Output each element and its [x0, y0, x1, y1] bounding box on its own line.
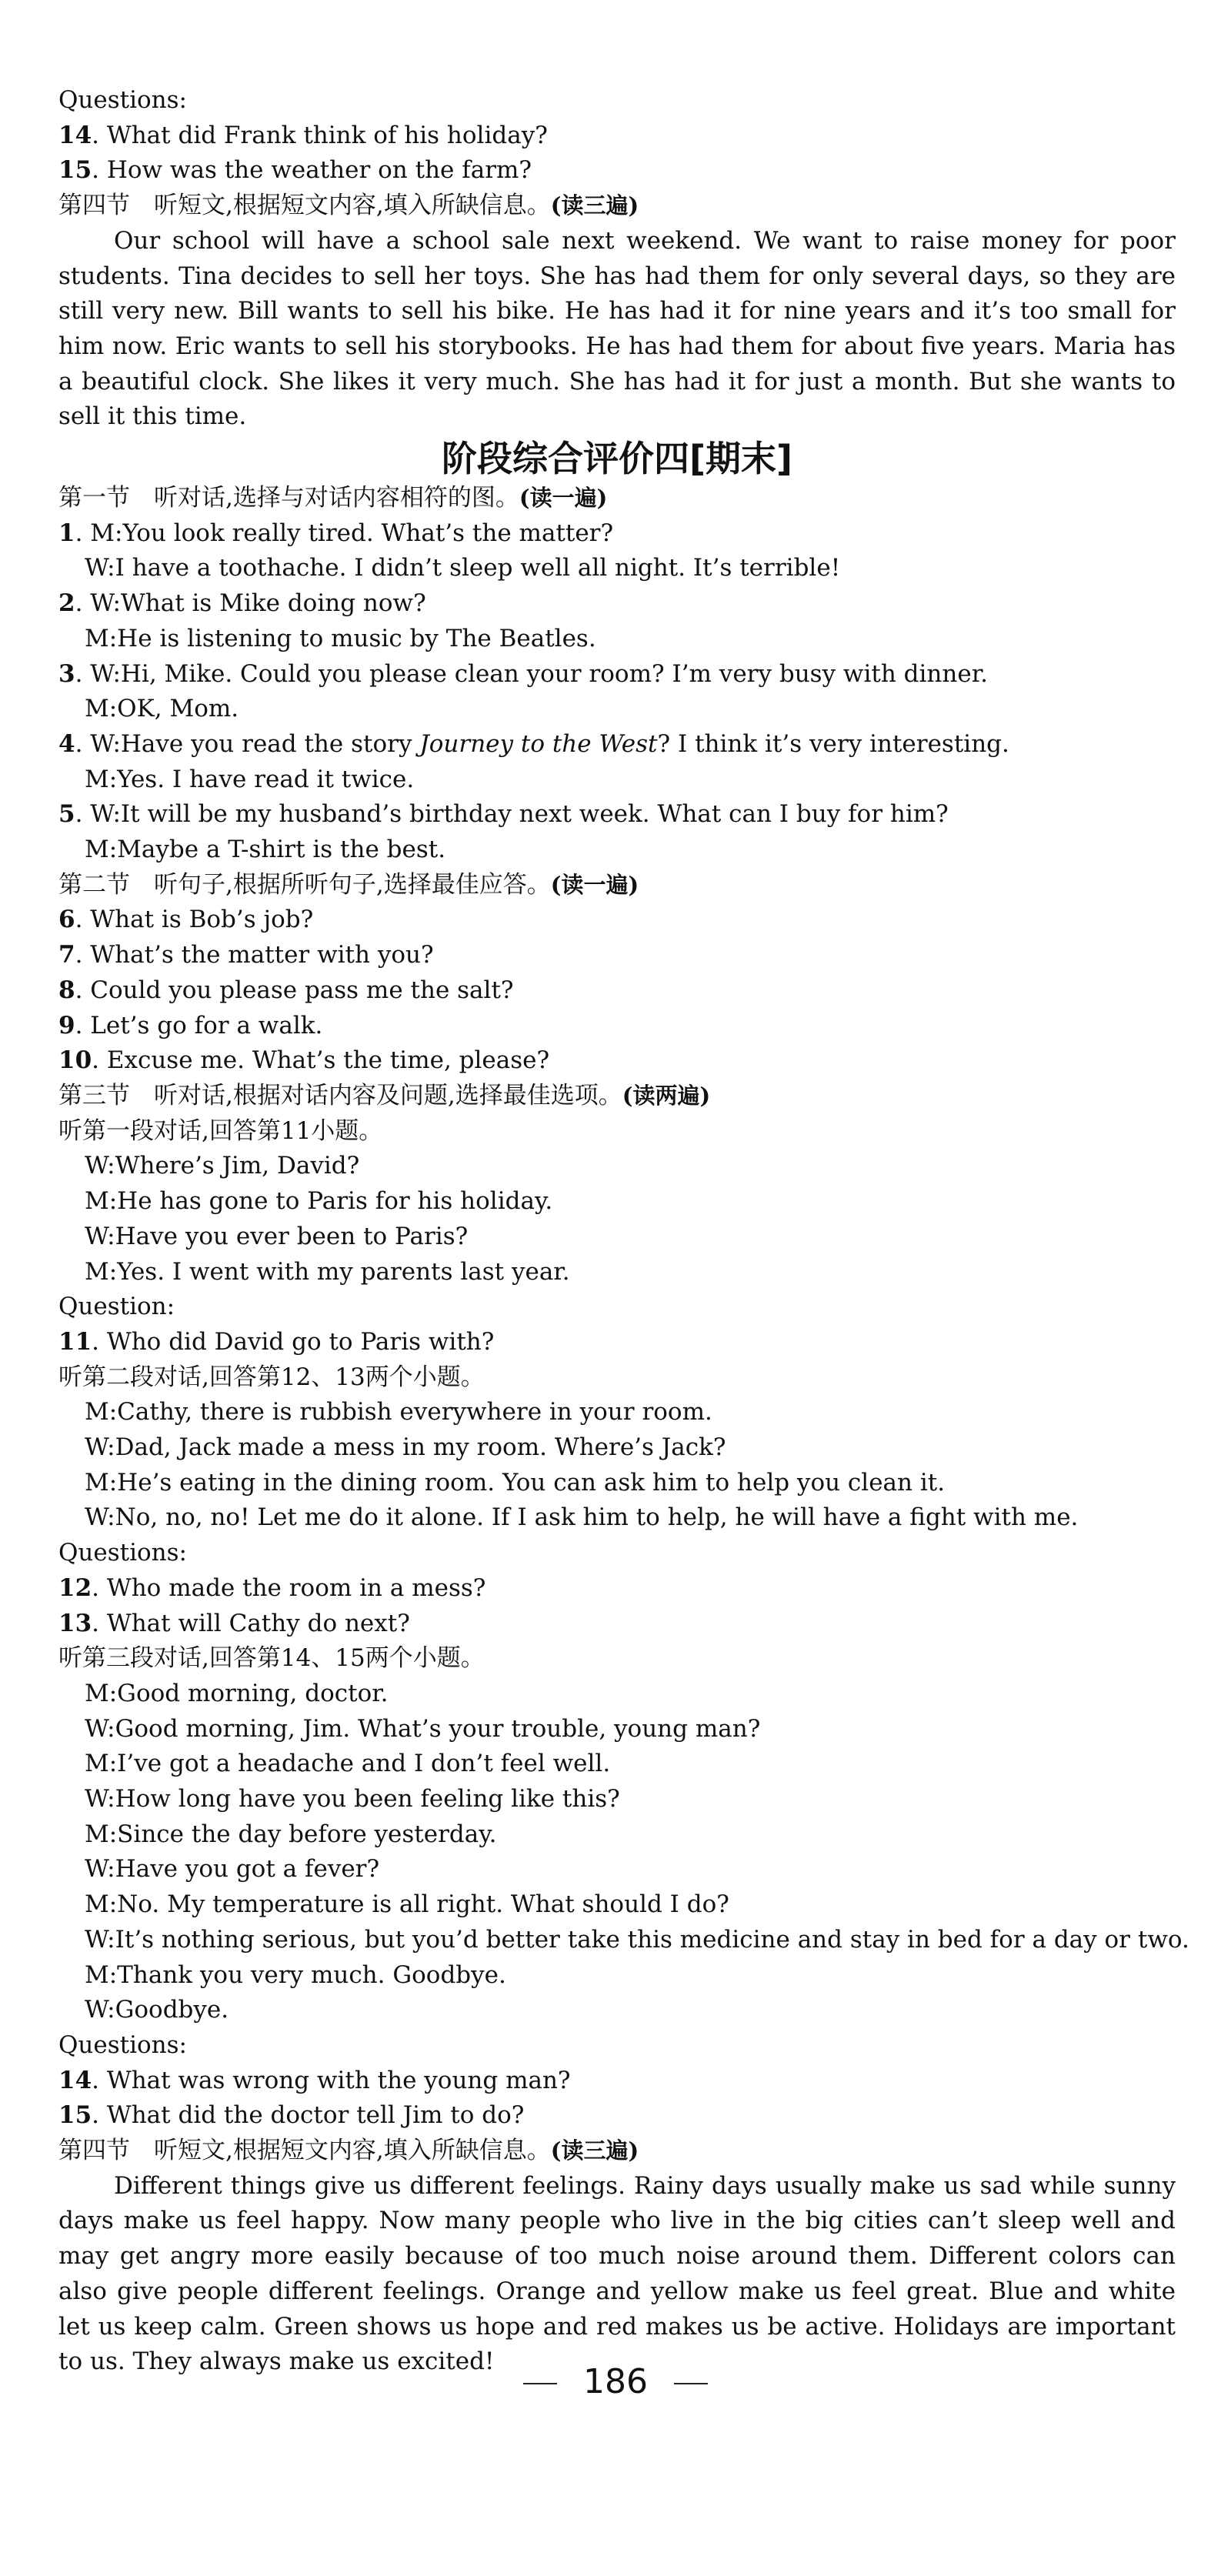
text-line [58, 833, 1176, 868]
item-number: 15 [58, 156, 92, 185]
line-text: M:He is listening to music by The Beatles. [85, 624, 596, 652]
text-line [58, 622, 1176, 657]
line-text: M:Cathy, there is rubbish everywhere in your room. [85, 1398, 712, 1426]
line-text: M:He’s eating in the dining room. You can ask him to help you clean it. [85, 1468, 946, 1497]
item-number: 2 [58, 589, 75, 618]
line-text: M:OK, Mom. [85, 695, 239, 723]
line-text: M:Maybe a T-shirt is the best. [85, 836, 446, 864]
line-text: . Let’s go for a walk. [75, 1011, 323, 1039]
text-line [58, 1607, 1176, 1642]
line-text: W:How long have you been feeling like this? [85, 1785, 620, 1814]
text-line [58, 1009, 1176, 1044]
line-text: W:I have a toothache. I didn’t sleep well all night. It’s terrible! [85, 554, 841, 582]
line-text: . M:You look really tired. What’s the matter? [75, 519, 614, 547]
line-text: M:Yes. I have read it twice. [85, 765, 415, 793]
section-heading-text: 第二节 听句子,根据所听句子,选择最佳应答。 [58, 870, 551, 899]
text-line [58, 1536, 1176, 1571]
item-number: 13 [58, 1609, 92, 1637]
text-line [58, 1852, 1176, 1887]
line-text: W:It’s nothing serious, but you’d better take this medicine and stay in bed for a day or two. [85, 1925, 1189, 1954]
line-text: . W:Have you read the story [75, 729, 420, 758]
line-text-after: ? I think it’s very interesting. [657, 729, 1009, 758]
line-text: . How was the weather on the farm? [92, 156, 532, 185]
line-text: . What did Frank think of his holiday? [92, 121, 548, 149]
item-number: 7 [58, 941, 75, 969]
text-line [58, 1712, 1176, 1747]
section-3-heading [58, 1079, 1176, 1114]
text-line [58, 1747, 1176, 1782]
text-line [58, 1043, 1176, 1079]
line-text: 听第三段对话,回答第14、15两个小题。 [58, 1644, 485, 1673]
questions-label: Questions: [58, 86, 187, 114]
text-line [58, 1500, 1176, 1536]
line-text: M:Good morning, doctor. [85, 1679, 389, 1707]
footer-dash-left [523, 2383, 557, 2384]
text-line [58, 1430, 1176, 1466]
text-line [58, 153, 1176, 189]
text-line [58, 551, 1176, 586]
item-number: 12 [58, 1573, 92, 1602]
line-text: M:No. My temperature is all right. What should I do? [85, 1890, 729, 1919]
item-number: 4 [58, 729, 75, 758]
text-line [58, 2064, 1176, 2099]
line-text: . Who did David go to Paris with? [92, 1327, 495, 1356]
section-read-times: (读两遍) [622, 1082, 711, 1109]
text-line [58, 2098, 1176, 2134]
text-line [58, 1325, 1176, 1360]
text-line [58, 903, 1176, 938]
page-footer [0, 2362, 1231, 2401]
text-line [58, 797, 1176, 833]
line-text: W:Have you got a fever? [85, 1855, 380, 1884]
section-heading-text: 第一节 听对话,选择与对话内容相符的图。 [58, 484, 519, 512]
school-sale-passage: Our school will have a school sale next weekend. We want to raise money for poor students. Tina decides to sell her toys. She has had them for only several days, so they are still very new. Bill wants to sell his bike. He has had it for nine years and it’s too small for him now. Eric wants to sell his storybooks. He has had them for about five years. Maria has a beautiful clock. She likes it very much. She has had it for just a month. But she wants to sell it this time. [58, 226, 1176, 431]
line-text: . What will Cathy do next? [92, 1609, 410, 1637]
text-line [58, 586, 1176, 622]
line-text: . What’s the matter with you? [75, 941, 434, 969]
text-line [58, 1255, 1176, 1290]
page-number: 186 [583, 2362, 648, 2401]
line-text: W:Good morning, Jim. What’s your trouble, young man? [85, 1714, 761, 1743]
section-read-times: (读三遍) [550, 192, 639, 219]
text-line [58, 938, 1176, 973]
text-line [58, 1958, 1176, 1994]
line-text: . W:Hi, Mike. Could you please clean your room? I’m very busy with dinner. [75, 659, 988, 688]
item-number: 6 [58, 906, 75, 934]
feelings-passage: Different things give us different feelings. Rainy days usually make us sad while sunny days make us feel happy. Now many people who live in the big cities can’t sleep well and may get angry more easily because of too much noise around them. Different colors can also give people different feelings. Orange and yellow make us feel great. Blue and white let us keep calm. Green shows us hope and red makes us be active. Holidays are important to us. They always make us excited! [58, 2171, 1176, 2376]
item-number: 5 [58, 800, 75, 829]
text-line [58, 1817, 1176, 1853]
text-line [58, 1395, 1176, 1430]
item-number: 3 [58, 659, 75, 688]
text-line [58, 1466, 1176, 1501]
line-text: Questions: [58, 2030, 187, 2059]
section-4-heading [58, 2134, 1176, 2169]
line-text: . W:It will be my husband’s birthday next week. What can I buy for him? [75, 800, 949, 829]
line-text: . W:What is Mike doing now? [75, 589, 426, 618]
section-heading-text: 第四节 听短文,根据短文内容,填入所缺信息。 [58, 2137, 551, 2165]
line-text: W:No, no, no! Let me do it alone. If I ask him to help, he will have a fight with me. [85, 1503, 1079, 1532]
text-line [58, 1993, 1176, 2028]
text-line [58, 1114, 1176, 1150]
section-heading-text: 第四节 听短文,根据短文内容,填入所缺信息。 [58, 192, 551, 220]
page-title: 阶段综合评价四[期末] [441, 438, 793, 480]
text-line [58, 1290, 1176, 1325]
line-text: . Excuse me. What’s the time, please? [92, 1046, 550, 1075]
line-text: M:Thank you very much. Goodbye. [85, 1960, 506, 1989]
line-text: W:Goodbye. [85, 1996, 229, 2024]
section-read-times: (读一遍) [550, 871, 639, 898]
item-number: 9 [58, 1011, 75, 1039]
line-text: W:Have you ever been to Paris? [85, 1222, 469, 1250]
item-number: 15 [58, 2101, 92, 2130]
section-read-times: (读一遍) [519, 485, 608, 512]
text-line [58, 762, 1176, 798]
text-line [58, 727, 1176, 762]
text-line [58, 1360, 1176, 1396]
story-title: Journey to the West [419, 729, 658, 758]
line-text: M:He has gone to Paris for his holiday. [85, 1187, 553, 1216]
line-text: . Could you please pass me the salt? [75, 976, 514, 1004]
section-1-heading [58, 481, 1176, 516]
section-4-heading-prev [58, 189, 1176, 224]
line-text: M:Yes. I went with my parents last year. [85, 1257, 570, 1286]
line-text: M:Since the day before yesterday. [85, 1820, 497, 1848]
item-number: 11 [58, 1327, 92, 1356]
section-3-dialogues [58, 1114, 1189, 2134]
item-number: 14 [58, 121, 92, 149]
text-line [58, 1677, 1176, 1712]
item-number: 8 [58, 976, 75, 1004]
text-line [58, 1184, 1176, 1220]
text-line [58, 1641, 1176, 1677]
text-line [58, 2028, 1176, 2064]
text-line [58, 1923, 1189, 1958]
line-text: 听第一段对话,回答第11小题。 [58, 1116, 383, 1145]
footer-dash-right [674, 2383, 708, 2384]
item-number: 10 [58, 1046, 92, 1075]
text-line [58, 1887, 1176, 1923]
line-text: 听第二段对话,回答第12、13两个小题。 [58, 1363, 485, 1391]
line-text: . What did the doctor tell Jim to do? [92, 2101, 525, 2130]
text-line [58, 118, 1176, 154]
line-text: Question: [58, 1293, 175, 1321]
section-2-heading [58, 868, 1176, 903]
text-line [58, 657, 1176, 692]
top-question-list [58, 118, 1176, 189]
line-text: . What was wrong with the young man? [92, 2066, 571, 2094]
item-number: 1 [58, 519, 75, 547]
line-text: . Who made the room in a mess? [92, 1573, 486, 1602]
line-text: Questions: [58, 1539, 187, 1567]
section-1-dialogues [58, 516, 1176, 868]
item-number: 14 [58, 2066, 92, 2094]
section-read-times: (读三遍) [550, 2137, 639, 2164]
text-line [58, 1782, 1176, 1817]
text-line [58, 1220, 1176, 1255]
page-content [58, 83, 1189, 2380]
text-line [58, 516, 1176, 552]
text-line [58, 1571, 1176, 1607]
line-text: W:Dad, Jack made a mess in my room. Where’s Jack? [85, 1433, 726, 1462]
text-line [58, 692, 1176, 727]
text-line [58, 973, 1176, 1009]
line-text: M:I’ve got a headache and I don’t feel well. [85, 1750, 611, 1778]
line-text: W:Where’s Jim, David? [85, 1152, 360, 1180]
section-heading-text: 第三节 听对话,根据对话内容及问题,选择最佳选项。 [58, 1081, 622, 1109]
section-2-sentences [58, 903, 1176, 1079]
line-text: . What is Bob’s job? [75, 906, 314, 934]
text-line [58, 1149, 1176, 1184]
